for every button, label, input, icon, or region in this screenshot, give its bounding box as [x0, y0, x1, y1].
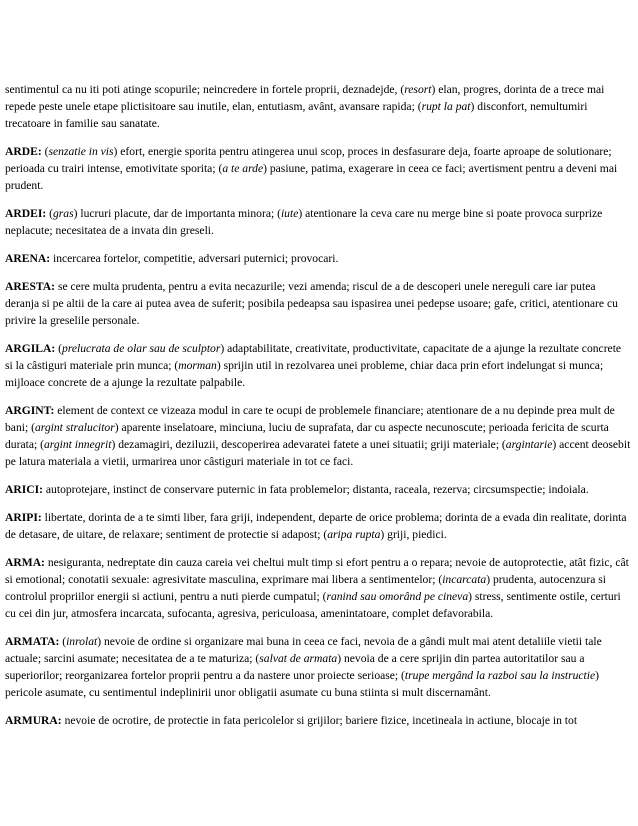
- entry-italic-qualifier: iute: [280, 207, 299, 220]
- entry-term: ARMATA:: [5, 635, 60, 648]
- entry-text: (: [55, 342, 63, 355]
- entry-term: ARGILA:: [5, 342, 56, 355]
- entry-italic-qualifier: senzatie in vis: [48, 145, 114, 158]
- entry-term: ARICI:: [5, 483, 44, 496]
- entry-text: nevoie de ocrotire, de protectie in fata pericolelor si grijilor; bariere fizice, incetineala in actiune, blocaje in tot: [61, 714, 578, 727]
- dictionary-entry: [5, 402, 631, 470]
- entry-italic-qualifier: incarcata: [442, 573, 487, 586]
- entry-text: nesiguranta, nedreptate din cauza careia vei cheltui mult timp si efort pentru a o repara; nevoie de autoprotectie, atât fizic, cât si emotional; conotatii sexuale: agresivitate masculina, exprimare mai libera a sentimentelor; (: [5, 556, 629, 586]
- entry-italic-qualifier: rupt la pat: [421, 100, 471, 113]
- entry-text: ) atentionare la ceva care nu merge bine si poate provoca surprize neplacute; necesitatea de a invata din greseli.: [5, 207, 603, 237]
- entry-term: ARGINT:: [5, 404, 55, 417]
- entry-term: ARMA:: [5, 556, 45, 569]
- entry-text: ) aparente inselatoare, minciuna, luciu de suprafata, dar cu aspecte necunoscute; perioada fericita de scurta durata; (: [5, 421, 609, 451]
- entry-term: ARDE:: [5, 145, 42, 158]
- entry-text: ) lucruri placute, dar de importanta minora; (: [73, 207, 281, 220]
- entry-text: ) adaptabilitate, creativitate, productivitate, capacitate de a ajunge la rezultate concrete si la câstiguri materiale prin munca; (: [5, 342, 622, 372]
- entry-text: libertate, dorinta de a te simti liber, fara griji, independent, departe de orice problema; dorinta de a evada din realitate, dorinta de detasare, de uitare, de relaxare; sentiment de protectie si adapost; (: [5, 511, 627, 541]
- entry-text: ) prudenta, autocenzura si controlul propriilor energii si actiuni, pentru a nuti pierde cumpatul; (: [5, 573, 606, 603]
- entry-text: ) elan, progres, dorinta de a trece mai repede peste unele etape plictisitoare sau inutile, elan, entutiasm, avânt, avansare rapida; (: [5, 83, 605, 113]
- dictionary-entry: [5, 81, 631, 132]
- entry-text: se cere multa prudenta, pentru a evita necazurile; vezi amenda; riscul de a de descoperi unele nereguli care iar putea deranja si pe altii de la care ai putea avea de suferit; posibila pedeapsa sau ispasirea unei pedepse usoare; gafe, critici, atentionare cu privire la greselile personale.: [5, 280, 618, 327]
- dictionary-entry: [5, 250, 631, 267]
- dictionary-entry: [5, 633, 631, 701]
- entry-text: ) disconfort, nemultumiri trecatoare in familie sau sanatate.: [5, 100, 588, 130]
- entry-text: (: [46, 207, 53, 220]
- document-page: [5, 81, 631, 740]
- entry-term: ARIPI:: [5, 511, 42, 524]
- entry-italic-qualifier: resort: [404, 83, 432, 96]
- entry-term: ARMURA:: [5, 714, 62, 727]
- entry-italic-qualifier: gras: [53, 207, 74, 220]
- entry-italic-qualifier: argint stralucitor: [34, 421, 115, 434]
- entry-italic-qualifier: aripa rupta: [327, 528, 381, 541]
- entry-text: ) pericole asumate, cu sentimentul indeplinirii unor obligatii asumate cu buna stiinta si mult discernamânt.: [5, 669, 600, 699]
- entry-italic-qualifier: prelucrata de olar sau de sculptor: [62, 342, 221, 355]
- dictionary-entry: [5, 205, 631, 239]
- entry-italic-qualifier: morman: [178, 359, 217, 372]
- entry-italic-qualifier: salvat de armata: [259, 652, 338, 665]
- entry-text: (: [59, 635, 67, 648]
- dictionary-entry: [5, 481, 631, 498]
- entry-text: ) griji, piedici.: [380, 528, 447, 541]
- entry-text: autoprotejare, instinct de conservare puternic in fata problemelor; distanta, raceala, rezerva; circsumspectie; indoiala.: [43, 483, 589, 496]
- entry-text: ) nevoia de a cere sprijin din partea autoritatilor sau a superiorilor; reorganizarea fortelor proprii pentru a da nastere unor proiecte serioase; (: [5, 652, 585, 682]
- entry-italic-qualifier: a te arde: [222, 162, 264, 175]
- entry-text: incercarea fortelor, competitie, adversari puternici; provocari.: [50, 252, 339, 265]
- entry-text: sentimentul ca nu iti poti atinge scopurile; neincredere in fortele proprii, deznadejde, (: [5, 83, 405, 96]
- entry-italic-qualifier: inrolat: [66, 635, 98, 648]
- entry-text: ) accent deosebit pe latura materiala a vietii, urmarirea unor câstiguri materiale in tot ce faci.: [5, 438, 631, 468]
- dictionary-entry: [5, 143, 631, 194]
- dictionary-entry: [5, 712, 631, 729]
- entry-text: ) stress, sentimente ostile, certuri cu cei din jur, atmosfera incarcata, sufocanta, agresiva, periculoasa, amenintatoare, complet defavorabila.: [5, 590, 621, 620]
- entry-text: element de context ce vizeaza modul in care te ocupi de problemele financiare; atentionare de a nu depinde prea mult de bani; (: [5, 404, 615, 434]
- dictionary-entry: [5, 278, 631, 329]
- entry-text: (: [41, 145, 49, 158]
- entry-text: ) pasiune, patima, exagerare in ceea ce faci; avertisment pentru a deveni mai prudent.: [5, 162, 618, 192]
- dictionary-entry: [5, 340, 631, 391]
- entry-text: ) efort, energie sporita pentru atingerea unui scop, proces in desfasurare deja, foarte aproape de solutionare; perioada cu trairi intense, emotivitate sporita; (: [5, 145, 612, 175]
- entry-text: ) sprijin util in rezolvarea unei probleme, chiar daca prin efort indelungat si munca; mijloace concrete de a ajunge la rezultate palpabile.: [5, 359, 604, 389]
- entry-text: ) nevoie de ordine si organizare mai buna in ceea ce faci, nevoia de a gândi mult mai atent detaliile vietii tale actuale; sarcini asumate; necesitatea de a te maturiza; (: [5, 635, 602, 665]
- entry-term: ARDEI:: [5, 207, 47, 220]
- entry-italic-qualifier: argint innegrit: [43, 438, 112, 451]
- entry-italic-qualifier: trupe mergând la razboi sau la instructie: [404, 669, 596, 682]
- entry-term: ARENA:: [5, 252, 51, 265]
- entry-term: ARESTA:: [5, 280, 56, 293]
- entry-italic-qualifier: argintarie: [505, 438, 553, 451]
- entry-italic-qualifier: ranind sau omorând pe cineva: [326, 590, 469, 603]
- dictionary-entry: [5, 554, 631, 622]
- entry-text: ) dezamagiri, deziluzii, descoperirea adevaratei fatete a unei situatii; griji materiale; (: [111, 438, 506, 451]
- dictionary-entry: [5, 509, 631, 543]
